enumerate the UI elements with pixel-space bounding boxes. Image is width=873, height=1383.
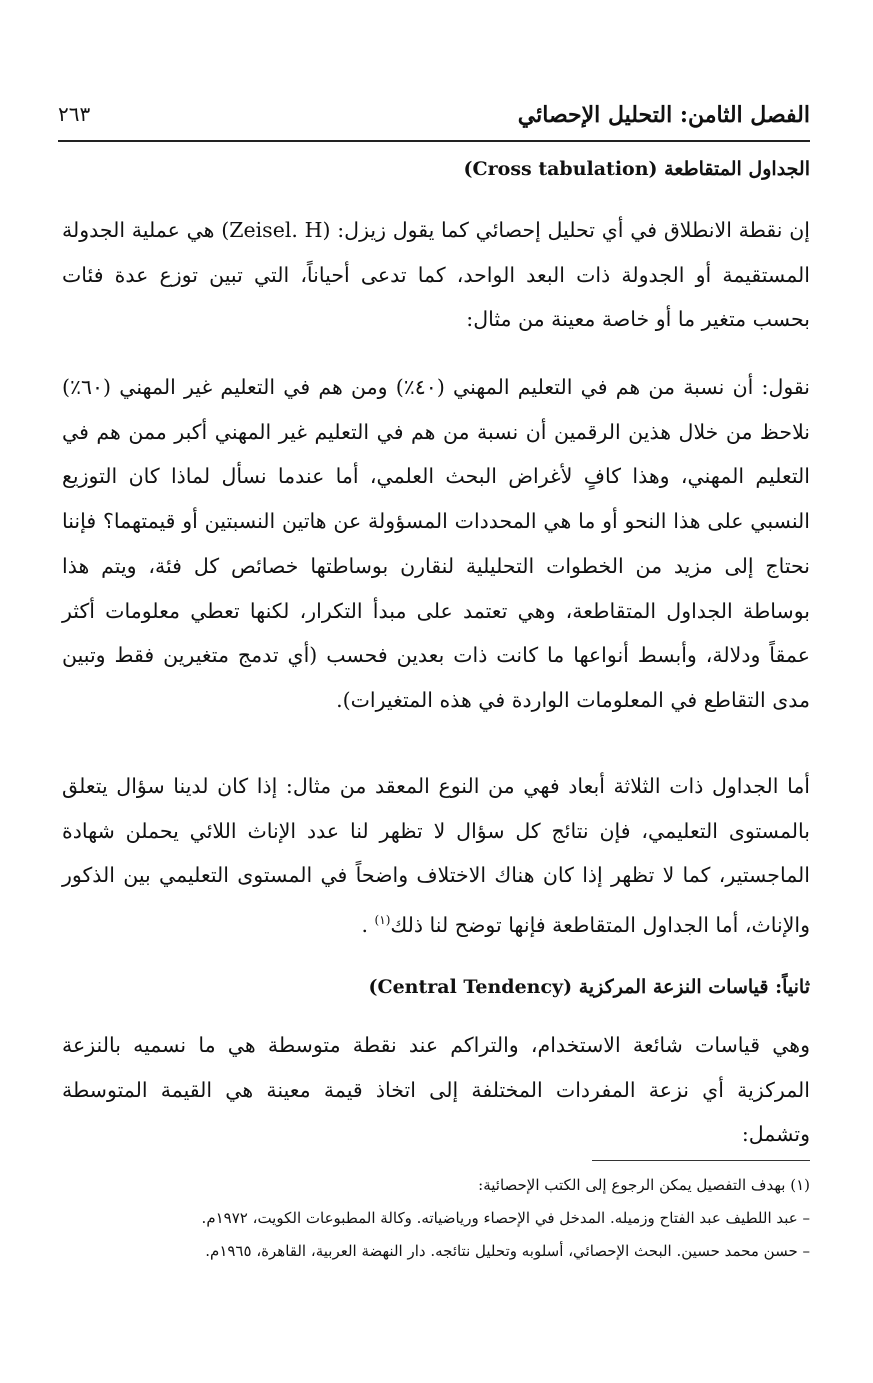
heading-latin: (Cross tabulation)	[463, 158, 658, 180]
footnote-divider	[592, 1160, 810, 1161]
chapter-title: الفصل الثامن: التحليل الإحصائي	[517, 102, 810, 128]
section-heading-central-tendency	[62, 976, 810, 998]
footnote-reference: (١)	[374, 913, 391, 928]
paragraph-text: أما الجداول ذات الثلاثة أبعاد فهي من النوع المعقد من مثال: إذا كان لدينا سؤال يتعلق بالمستوى التعليمي، فإن نتائج كل سؤال لا تظهر لنا عدد الإناث اللائي يحملن شهادة الماجستير، كما لا تظهر إذا كان هناك الاختلاف واضحاً في المستوى التعليمي بين الذكور والإناث، أما الجداول المتقاطعة فإنها توضح لنا ذلك	[62, 774, 810, 937]
section-heading-cross-tabulation	[62, 158, 810, 180]
sentence-end: .	[361, 912, 375, 937]
footnote-1: (١) بهدف التفصيل يمكن الرجوع إلى الكتب الإحصائية:	[478, 1176, 810, 1194]
paragraph-central-tendency: وهي قياسات شائعة الاستخدام، والتراكم عند نقطة متوسطة هي ما نسميه بالنزعة المركزية أي نزعة المفردات المختلفة إلى اتخاذ قيمة معينة هي القيمة المتوسطة وتشمل:	[62, 1033, 810, 1147]
footnote-reference-2: – حسن محمد حسين. البحث الإحصائي، أسلوبه وتحليل نتائجه. دار النهضة العربية، القاهرة، ١٩٦٥م.	[205, 1242, 810, 1260]
heading-arabic: الجداول المتقاطعة	[664, 158, 810, 180]
heading-latin: (Central Tendency)	[368, 976, 573, 998]
footnote-reference-1: – عبد اللطيف عبد الفتاح وزميله. المدخل في الإحصاء ورياضياته. وكالة المطبوعات الكويت، ١٩٧٢م.	[201, 1209, 810, 1227]
paragraph-vocational-education: نقول: أن نسبة من هم في التعليم المهني (٤٠٪) ومن هم في التعليم غير المهني (٦٠٪) نلاحظ من خلال هذين الرقمين أن نسبة من هم في التعليم غير المهني أكبر ممن هم في التعليم المهني، وهذا كافٍ لأغراض البحث العلمي، أما عندما نسأل لماذا كان التوزيع النسبي على هذا النحو أو ما هي المحددات المسؤولة عن هاتين النسبتين أو قيمتهما؟ فإننا نحتاج إلى مزيد من الخطوات التحليلية لنقارن بوساطتها خصائص كل فئة، ويتم هذا بوساطة الجداول المتقاطعة، وهي تعتمد على مبدأ التكرار، لكنها تعطي معلومات أكثر عمقاً ودلالة، وأبسط أنواعها ما كانت ذات بعدين فحسب (أي تدمج متغيرين فقط وتبين مدى التقاطع في المعلومات الواردة في هذه المتغيرات).	[62, 375, 811, 712]
heading-arabic: ثانياً: قياسات النزعة المركزية	[578, 976, 810, 998]
paragraph-zeisel: إن نقطة الانطلاق في أي تحليل إحصائي كما يقول زيزل: (Zeisel. H) هي عملية الجدولة المستقيمة أو الجدولة ذات البعد الواحد، كما تدعى أحياناً، التي تبين توزع عدة فئات بحسب متغير ما أو خاصة معينة من مثال:	[62, 218, 810, 332]
header-divider	[58, 140, 810, 142]
page-number: ٢٦٣	[58, 102, 91, 126]
running-header	[58, 100, 810, 140]
paragraph-three-dimensional-tables	[62, 764, 810, 948]
